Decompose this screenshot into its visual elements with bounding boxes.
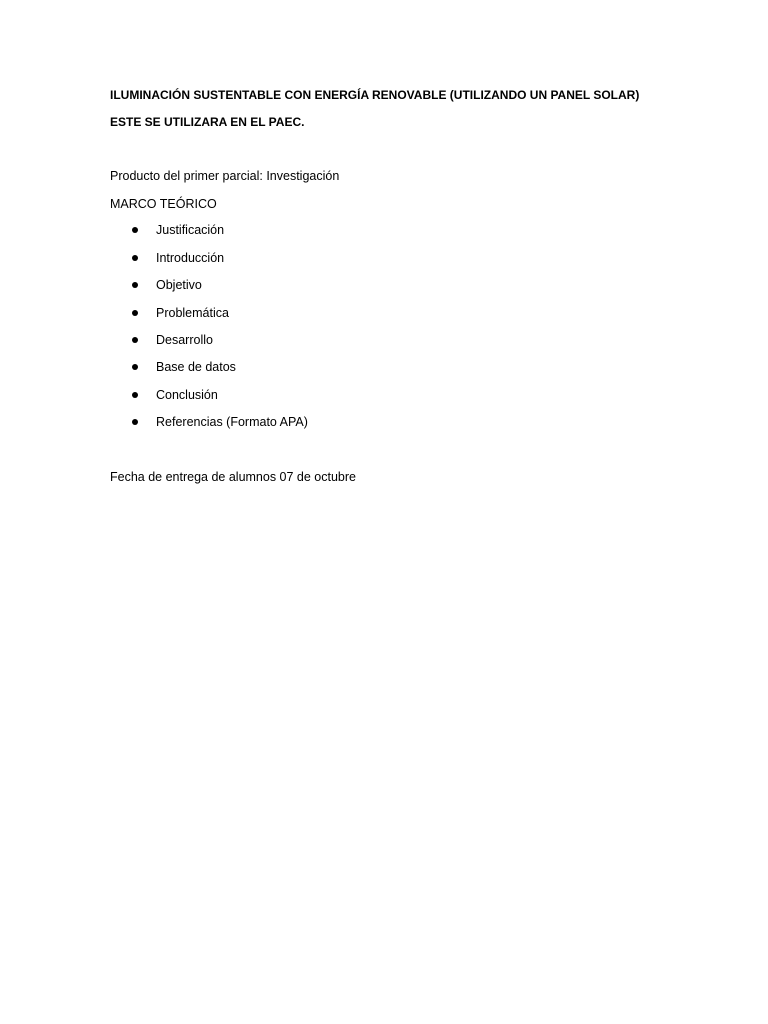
list-item-label: Conclusión — [156, 388, 218, 402]
list-item — [0, 387, 400, 403]
list-item — [0, 414, 400, 430]
bullet-icon — [132, 227, 138, 233]
bullet-icon — [132, 419, 138, 425]
bullet-icon — [132, 337, 138, 343]
list-item — [0, 332, 400, 348]
list-item — [0, 250, 400, 266]
product-line: Producto del primer parcial: Investigación — [110, 169, 340, 183]
list-item-label: Desarrollo — [156, 333, 213, 347]
bullet-icon — [132, 255, 138, 261]
title-line-2: ESTE SE UTILIZARA EN EL PAEC. — [110, 115, 305, 129]
list-item — [0, 359, 400, 375]
bullet-icon — [132, 282, 138, 288]
list-item-label: Referencias (Formato APA) — [156, 415, 308, 429]
delivery-date-line: Fecha de entrega de alumnos 07 de octubre — [110, 470, 357, 484]
title-line-1: ILUMINACIÓN SUSTENTABLE CON ENERGÍA RENOVABLE (UTILIZANDO UN PANEL SOLAR) — [110, 88, 640, 102]
list-item — [0, 222, 400, 238]
list-item-label: Introducción — [156, 251, 225, 265]
section-heading: MARCO TEÓRICO — [110, 197, 217, 211]
list-item — [0, 277, 400, 293]
list-item-label: Base de datos — [156, 360, 236, 374]
list-item-label: Problemática — [156, 306, 229, 320]
list-item — [0, 305, 400, 321]
list-item-label: Objetivo — [156, 278, 202, 292]
bullet-icon — [132, 364, 138, 370]
bullet-icon — [132, 310, 138, 316]
list-item-label: Justificación — [156, 223, 225, 237]
bullet-icon — [132, 392, 138, 398]
